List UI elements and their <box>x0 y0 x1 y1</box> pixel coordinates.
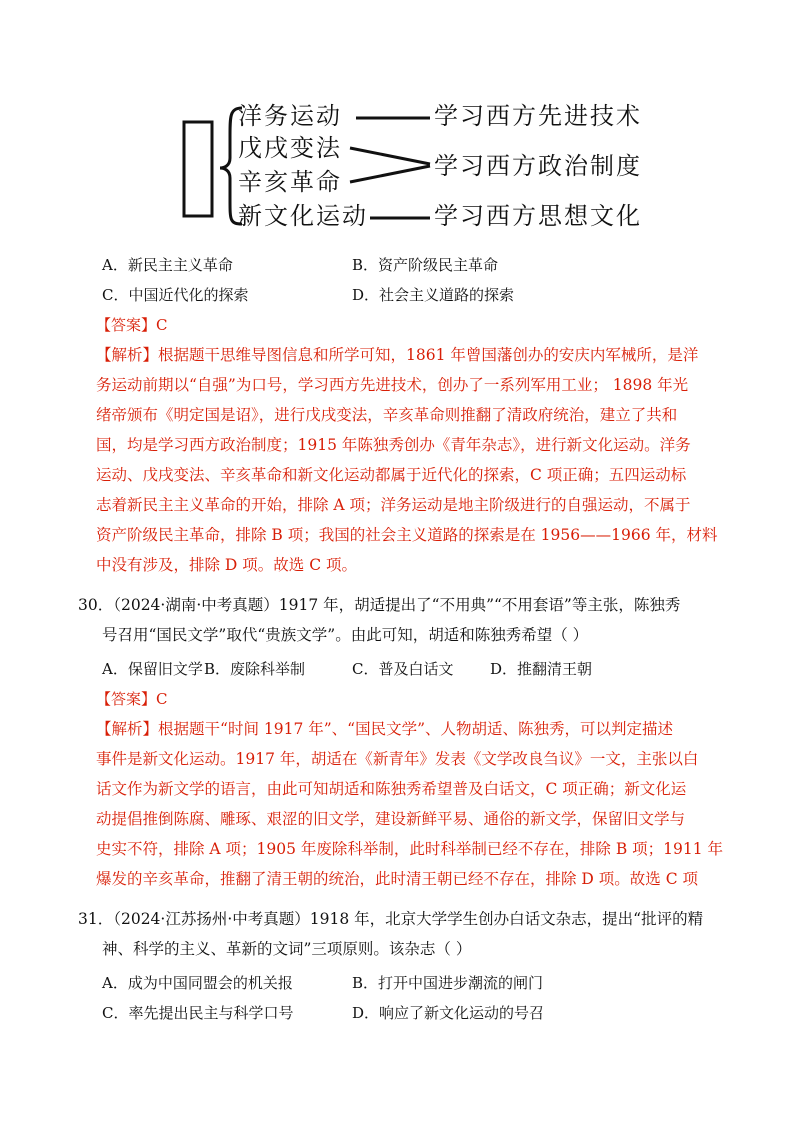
diagram-item-xinwenhua: 新文化运动 <box>238 202 368 230</box>
q29-answer: 【答案】C <box>96 316 168 334</box>
q29-analysis-label: 【解析】 <box>96 346 159 364</box>
q30-stem-line-2: 号召用“国民文学”取代“贵族文学”。由此可知，胡适和陈独秀希望（ ） <box>102 626 589 644</box>
diagram-item-xinhai: 辛亥革命 <box>238 168 342 196</box>
q30-analysis-line-4: 动提倡推倒陈腐、雕琢、艰涩的旧文学，建设新鲜平易、通俗的新文学，保留旧文学与 <box>96 810 686 828</box>
q29-analysis-line-3: 绪帝颁布《明定国是诏》，进行戊戌变法，辛亥革命则推翻了清政府统治，建立了共和 <box>96 406 678 424</box>
q29-analysis-line-4: 国，均是学习西方政治制度；1915 年陈独秀创办《青年杂志》，进行新文化运动。洋务 <box>96 436 691 454</box>
q30-analysis-line-6: 爆发的辛亥革命，推翻了清王朝的统治，此时清王朝已经不存在，排除 D 项。故选 C 项 <box>96 870 698 888</box>
q30-analysis-line-3: 话文作为新文学的语言，由此可知胡适和陈独秀希望普及白话文，C 项正确；新文化运 <box>96 780 687 798</box>
q29-option-d: D．社会主义道路的探索 <box>352 286 515 304</box>
q31-stem-line-1: 31．（2024·江苏扬州·中考真题）1918 年，北京大学学生创办白话文杂志，提出“批评的精 <box>78 910 704 928</box>
q30-option-a: A．保留旧文学 <box>102 660 203 678</box>
connector-3 <box>350 166 430 182</box>
diagram-goal-technology: 学习西方先进技术 <box>434 102 642 130</box>
diagram-item-wuxu: 戊戌变法 <box>238 134 342 162</box>
q29-analysis-line-6: 志着新民主主义革命的开始，排除 A 项；洋务运动是地主阶级进行的自强运动，不属于 <box>96 496 691 514</box>
q29-analysis-line-5: 运动、戊戌变法、辛亥革命和新文化运动都属于近代化的探索，C 项正确；五四运动标 <box>96 466 687 484</box>
q29-analysis-line-8: 中没有涉及，排除 D 项。故选 C 项。 <box>96 556 357 574</box>
q29-analysis-line-7: 资产阶级民主革命，排除 B 项；我国的社会主义道路的探索是在 1956——1966 年，材料 <box>96 526 718 544</box>
diagram-goal-politics: 学习西方政治制度 <box>434 152 642 180</box>
diagram-item-yangwu: 洋务运动 <box>238 102 342 130</box>
q30-option-c: C．普及白话文 <box>352 660 454 678</box>
q30-analysis-line-1: 【解析】根据题干“时间 1917 年”、“国民文学”、人物胡适、陈独秀，可以判定描述 <box>96 720 674 738</box>
q30-option-d: D．推翻清王朝 <box>490 660 593 678</box>
q30-analysis <box>96 714 724 894</box>
q29-analysis-line-1: 【解析】根据题干思维导图信息和所学可知，1861 年曾国藩创办的安庆内军械所，是洋 <box>96 346 699 364</box>
q30-answer: 【答案】C <box>96 690 168 708</box>
q30-analysis-line-2: 事件是新文化运动。1917 年，胡适在《新青年》发表《文学改良刍议》一文，主张以白 <box>96 750 699 768</box>
mind-map-diagram <box>180 96 650 236</box>
q29-option-b: B．资产阶级民主革命 <box>352 256 499 274</box>
q30-analysis-label: 【解析】 <box>96 720 159 738</box>
q31-option-d: D．响应了新文化运动的号召 <box>352 1004 545 1022</box>
q29-analysis-line-2: 务运动前期以“自强”为口号，学习西方先进技术，创办了一系列军用工业； 1898 年光 <box>96 376 689 394</box>
q30-option-b: B．废除科举制 <box>204 660 306 678</box>
q31-stem-line-2: 神、科学的主义、革新的文词”三项原则。该杂志（ ） <box>102 940 472 958</box>
q30-analysis-line-5: 史实不符，排除 A 项；1905 年废除科举制，此时科举制已经不存在，排除 B 项；1911 年 <box>96 840 724 858</box>
diagram-goal-culture: 学习西方思想文化 <box>434 202 642 230</box>
q29-option-c: C．中国近代化的探索 <box>102 286 249 304</box>
diagram-empty-box <box>184 122 212 216</box>
q29-analysis <box>96 340 716 580</box>
q29-option-a: A．新民主主义革命 <box>102 256 233 274</box>
q31-option-a: A．成为中国同盟会的机关报 <box>102 974 293 992</box>
connector-2 <box>350 148 430 164</box>
q31-option-b: B．打开中国进步潮流的闸门 <box>352 974 544 992</box>
q30-stem-line-1: 30．（2024·湖南·中考真题）1917 年，胡适提出了“不用典”“不用套语”等主张，陈独秀 <box>78 596 681 614</box>
q31-option-c: C．率先提出民主与科学口号 <box>102 1004 294 1022</box>
